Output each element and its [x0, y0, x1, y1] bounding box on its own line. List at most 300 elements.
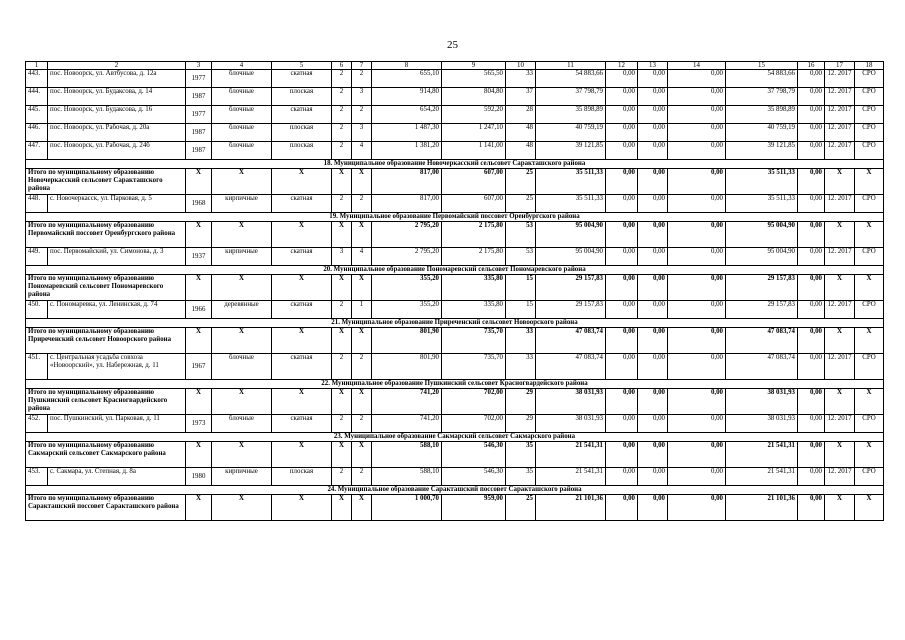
row-cell: 0,00 [638, 301, 668, 319]
subtotal-cell: X [186, 495, 212, 521]
section-heading-row [26, 380, 884, 389]
row-cell: 804,80 [442, 88, 506, 106]
row-cell: 2 [352, 354, 372, 380]
row-cell: 2 [332, 124, 352, 142]
subtotal-cell: 607,00 [442, 169, 506, 195]
subtotal-cell: 702,00 [442, 389, 506, 415]
row-cell: 1987 [186, 124, 212, 142]
row-cell: 2 [352, 468, 372, 486]
row-cell: 448. [26, 195, 48, 213]
subtotal-cell: X [212, 169, 272, 195]
row-cell: скатная [272, 354, 332, 380]
row-cell: скатная [272, 415, 332, 433]
row-cell: 0,00 [668, 415, 726, 433]
section-heading-row [26, 213, 884, 222]
row-cell: 0,00 [798, 142, 825, 160]
subtotal-cell: 0,00 [606, 442, 638, 468]
subtotal-cell: 0,00 [668, 389, 726, 415]
subtotal-cell: X [212, 442, 272, 468]
subtotal-label: Итого по муниципальному образованию Саракташский поссовет Саракташского района [26, 495, 186, 521]
subtotal-cell: 1 000,70 [372, 495, 442, 521]
subtotal-cell: X [272, 275, 332, 301]
row-cell: 39 121,85 [536, 142, 606, 160]
row-cell: 33 [506, 354, 536, 380]
subtotal-cell: X [332, 222, 352, 248]
row-cell: 54 883,66 [536, 70, 606, 88]
row-cell: 15 [506, 301, 536, 319]
subtotal-cell: X [272, 222, 332, 248]
row-cell: 28 [506, 106, 536, 124]
section-title: 20. Муниципальное образование Пономаревский сельсовет Пономаревского района [26, 266, 884, 275]
subtotal-cell: X [855, 222, 884, 248]
row-cell: 47 083,74 [536, 354, 606, 380]
row-cell: 1 141,00 [442, 142, 506, 160]
row-cell: 3 [352, 88, 372, 106]
row-cell: 0,00 [606, 195, 638, 213]
row-cell: 0,00 [638, 142, 668, 160]
row-cell: 1937 [186, 248, 212, 266]
section-title: 18. Муниципальное образование Новочеркасский сельсовет Саракташского района [26, 160, 884, 169]
row-cell: 4 [352, 248, 372, 266]
row-cell: деревянные [212, 301, 272, 319]
subtotal-cell: 588,10 [372, 442, 442, 468]
row-cell: 2 [332, 106, 352, 124]
row-cell: 702,00 [442, 415, 506, 433]
building-row [26, 70, 884, 88]
row-cell: 741,20 [372, 415, 442, 433]
row-cell: 47 083,74 [726, 354, 798, 380]
subtotal-cell: 0,00 [606, 169, 638, 195]
row-cell: 0,00 [638, 354, 668, 380]
subtotal-cell: 38 031,93 [726, 389, 798, 415]
row-cell: 1987 [186, 142, 212, 160]
subtotal-cell: 47 083,74 [536, 328, 606, 354]
row-cell: 0,00 [668, 70, 726, 88]
subtotal-label: Итого по муниципальному образованию Новочеркасский сельсовет Саракташского района [26, 169, 186, 195]
building-row [26, 248, 884, 266]
row-cell: 12. 2017 [825, 415, 855, 433]
subtotal-cell: 0,00 [606, 389, 638, 415]
subtotal-cell: 21 541,31 [536, 442, 606, 468]
row-cell: 0,00 [798, 415, 825, 433]
row-cell: 444. [26, 88, 48, 106]
subtotal-cell: 0,00 [606, 328, 638, 354]
subtotal-cell: X [186, 222, 212, 248]
row-cell: 21 541,31 [726, 468, 798, 486]
row-cell: 0,00 [606, 248, 638, 266]
row-cell: СРО [855, 106, 884, 124]
subtotal-cell: 0,00 [798, 275, 825, 301]
subtotal-cell: 0,00 [668, 442, 726, 468]
subtotal-label: Итого по муниципальному образованию Пономаревский сельсовет Пономаревского района [26, 275, 186, 301]
address-cell: пос. Новоорск, ул. Будаксова, д. 14 [48, 88, 186, 106]
row-cell: 39 121,85 [726, 142, 798, 160]
row-cell: 546,30 [442, 468, 506, 486]
subtotal-cell: X [352, 442, 372, 468]
subtotal-cell: X [352, 169, 372, 195]
column-number: 16 [798, 62, 825, 70]
subtotal-cell: X [212, 328, 272, 354]
subtotal-cell: 0,00 [606, 275, 638, 301]
row-cell: 2 [352, 70, 372, 88]
subtotal-cell: X [332, 275, 352, 301]
subtotal-cell: 0,00 [638, 442, 668, 468]
address-cell: пос. Первомайский, ул. Симонова, д. 3 [48, 248, 186, 266]
column-number: 18 [855, 62, 884, 70]
subtotal-cell: X [212, 275, 272, 301]
row-cell: 0,00 [638, 106, 668, 124]
row-cell: 0,00 [668, 248, 726, 266]
row-cell: 12. 2017 [825, 106, 855, 124]
row-cell: СРО [855, 142, 884, 160]
section-heading-row [26, 433, 884, 442]
subtotal-cell: X [332, 442, 352, 468]
subtotal-row [26, 442, 884, 468]
row-cell: 0,00 [668, 142, 726, 160]
address-cell: пос. Новоорск, ул. Рабочая, д. 20а [48, 124, 186, 142]
section-title: 21. Муниципальное образование Приреченский сельсовет Новоорского района [26, 319, 884, 328]
subtotal-cell: 0,00 [668, 495, 726, 521]
row-cell: 0,00 [638, 88, 668, 106]
row-cell: 0,00 [668, 354, 726, 380]
row-cell: СРО [855, 88, 884, 106]
row-cell: 0,00 [638, 468, 668, 486]
building-row [26, 468, 884, 486]
subtotal-cell: 25 [506, 495, 536, 521]
row-cell: 2 175,80 [442, 248, 506, 266]
building-row [26, 354, 884, 380]
row-cell: 40 759,19 [726, 124, 798, 142]
subtotal-cell: X [855, 169, 884, 195]
subtotal-cell: X [272, 442, 332, 468]
subtotal-cell: 801,90 [372, 328, 442, 354]
building-row [26, 195, 884, 213]
subtotal-cell: 0,00 [798, 389, 825, 415]
subtotal-cell: X [332, 328, 352, 354]
row-cell: 1987 [186, 88, 212, 106]
row-cell: 2 [332, 70, 352, 88]
subtotal-row [26, 389, 884, 415]
row-cell: 0,00 [798, 248, 825, 266]
row-cell: СРО [855, 301, 884, 319]
row-cell: СРО [855, 195, 884, 213]
subtotal-cell: X [186, 169, 212, 195]
row-cell: 12. 2017 [825, 301, 855, 319]
row-cell: 0,00 [668, 468, 726, 486]
row-cell: 2 [352, 195, 372, 213]
subtotal-cell: X [272, 389, 332, 415]
row-cell: скатная [272, 301, 332, 319]
subtotal-cell: 0,00 [798, 169, 825, 195]
subtotal-cell: 33 [506, 328, 536, 354]
row-cell: 12. 2017 [825, 354, 855, 380]
subtotal-cell: 0,00 [668, 169, 726, 195]
row-cell: 35 511,33 [726, 195, 798, 213]
row-cell: 95 004,90 [726, 248, 798, 266]
row-cell: 2 [332, 468, 352, 486]
subtotal-cell: 817,00 [372, 169, 442, 195]
subtotal-cell: 0,00 [638, 389, 668, 415]
subtotal-cell: 29 157,83 [726, 275, 798, 301]
row-cell: 21 541,31 [536, 468, 606, 486]
row-cell: блочные [212, 70, 272, 88]
register-body [26, 62, 884, 521]
row-cell: скатная [272, 70, 332, 88]
row-cell: 3 [352, 124, 372, 142]
column-number: 13 [638, 62, 668, 70]
row-cell: СРО [855, 468, 884, 486]
column-number: 8 [372, 62, 442, 70]
row-cell: 592,20 [442, 106, 506, 124]
row-cell: 0,00 [606, 468, 638, 486]
row-cell: блочные [212, 106, 272, 124]
subtotal-cell: 0,00 [638, 169, 668, 195]
row-cell: 0,00 [668, 88, 726, 106]
row-cell: 35 898,89 [536, 106, 606, 124]
row-cell: СРО [855, 248, 884, 266]
subtotal-cell: 0,00 [606, 495, 638, 521]
row-cell: 817,00 [372, 195, 442, 213]
column-number: 15 [726, 62, 798, 70]
subtotal-cell: 95 004,90 [536, 222, 606, 248]
subtotal-cell: 25 [506, 169, 536, 195]
row-cell: 0,00 [606, 70, 638, 88]
row-cell: 453. [26, 468, 48, 486]
subtotal-cell: X [272, 169, 332, 195]
column-number: 2 [48, 62, 186, 70]
row-cell: 1968 [186, 195, 212, 213]
subtotal-cell: X [825, 169, 855, 195]
row-cell: 12. 2017 [825, 142, 855, 160]
subtotal-cell: 0,00 [798, 495, 825, 521]
subtotal-cell: X [825, 328, 855, 354]
row-cell: 2 [332, 88, 352, 106]
section-title: 19. Муниципальное образование Первомайский поссовет Оренбургского района [26, 213, 884, 222]
column-number: 9 [442, 62, 506, 70]
subtotal-cell: X [352, 495, 372, 521]
row-cell: 12. 2017 [825, 468, 855, 486]
row-cell: 0,00 [798, 195, 825, 213]
subtotal-label: Итого по муниципальному образованию Приреченский сельсовет Новоорского района [26, 328, 186, 354]
row-cell: 655,10 [372, 70, 442, 88]
address-cell: пос. Новоорск, ул. Рабочая, д. 24б [48, 142, 186, 160]
column-number: 5 [272, 62, 332, 70]
row-cell: 35 898,89 [726, 106, 798, 124]
subtotal-cell: 47 083,74 [726, 328, 798, 354]
row-cell: 25 [506, 195, 536, 213]
subtotal-cell: 0,00 [798, 222, 825, 248]
row-cell: скатная [272, 195, 332, 213]
row-cell: 735,70 [442, 354, 506, 380]
row-cell: 0,00 [638, 415, 668, 433]
row-cell: 48 [506, 124, 536, 142]
row-cell: плоская [272, 88, 332, 106]
row-cell: блочные [212, 142, 272, 160]
row-cell: 335,80 [442, 301, 506, 319]
section-heading-row [26, 319, 884, 328]
row-cell: 1 247,10 [442, 124, 506, 142]
subtotal-cell: X [855, 275, 884, 301]
row-cell: плоская [272, 468, 332, 486]
row-cell: 54 883,66 [726, 70, 798, 88]
subtotal-cell: 15 [506, 275, 536, 301]
subtotal-cell: X [825, 222, 855, 248]
row-cell: 0,00 [638, 70, 668, 88]
subtotal-cell: 0,00 [798, 442, 825, 468]
row-cell: 35 [506, 468, 536, 486]
row-cell: 1973 [186, 415, 212, 433]
row-cell: 48 [506, 142, 536, 160]
section-title: 24. Муниципальное образование Саракташский поссовет Саракташского района [26, 486, 884, 495]
row-cell: 0,00 [638, 195, 668, 213]
subtotal-cell: X [186, 328, 212, 354]
address-cell: пос. Новоорск, ул. Будаксова, д. 16 [48, 106, 186, 124]
column-number: 14 [668, 62, 726, 70]
row-cell: СРО [855, 124, 884, 142]
column-number: 4 [212, 62, 272, 70]
row-cell: 3 [332, 248, 352, 266]
subtotal-row [26, 222, 884, 248]
subtotal-cell: X [855, 328, 884, 354]
row-cell: 38 031,93 [536, 415, 606, 433]
subtotal-cell: 546,30 [442, 442, 506, 468]
subtotal-cell: 0,00 [606, 222, 638, 248]
column-number: 11 [536, 62, 606, 70]
row-cell: плоская [272, 124, 332, 142]
row-cell: 0,00 [668, 124, 726, 142]
row-cell: 0,00 [798, 88, 825, 106]
subtotal-label: Итого по муниципальному образованию Первомайский поссовет Оренбургского района [26, 222, 186, 248]
row-cell: 451. [26, 354, 48, 380]
row-cell: 607,00 [442, 195, 506, 213]
row-cell: 0,00 [668, 195, 726, 213]
row-cell: 355,20 [372, 301, 442, 319]
subtotal-cell: 0,00 [638, 328, 668, 354]
row-cell: 37 798,79 [726, 88, 798, 106]
subtotal-label: Итого по муниципальному образованию Пушкинский сельсовет Красногвардейского района [26, 389, 186, 415]
row-cell: 0,00 [606, 124, 638, 142]
subtotal-cell: 355,20 [372, 275, 442, 301]
row-cell: 33 [506, 70, 536, 88]
subtotal-label: Итого по муниципальному образованию Сакмарский сельсовет Сакмарского района [26, 442, 186, 468]
row-cell: 450. [26, 301, 48, 319]
subtotal-cell: X [332, 495, 352, 521]
row-cell: 1 487,30 [372, 124, 442, 142]
row-cell: 0,00 [606, 354, 638, 380]
row-cell: 95 004,90 [536, 248, 606, 266]
row-cell: 1 381,20 [372, 142, 442, 160]
row-cell: 0,00 [638, 124, 668, 142]
row-cell: 29 157,83 [536, 301, 606, 319]
row-cell: блочные [212, 415, 272, 433]
subtotal-cell: 735,70 [442, 328, 506, 354]
row-cell: скатная [272, 248, 332, 266]
row-cell: 12. 2017 [825, 248, 855, 266]
subtotal-cell: X [352, 222, 372, 248]
row-cell: СРО [855, 354, 884, 380]
section-title: 22. Муниципальное образование Пушкинский сельсовет Красногвардейского района [26, 380, 884, 389]
column-number: 6 [332, 62, 352, 70]
row-cell: 654,20 [372, 106, 442, 124]
row-cell: 452. [26, 415, 48, 433]
row-cell: плоская [272, 142, 332, 160]
column-number: 17 [825, 62, 855, 70]
subtotal-cell: X [186, 275, 212, 301]
row-cell: 1977 [186, 106, 212, 124]
row-cell: СРО [855, 70, 884, 88]
row-cell: 0,00 [798, 124, 825, 142]
row-cell: 801,90 [372, 354, 442, 380]
subtotal-cell: X [212, 389, 272, 415]
row-cell: 1966 [186, 301, 212, 319]
section-heading-row [26, 486, 884, 495]
subtotal-cell: X [825, 442, 855, 468]
row-cell: 37 [506, 88, 536, 106]
subtotal-row [26, 328, 884, 354]
subtotal-cell: 0,00 [668, 275, 726, 301]
row-cell: 2 [352, 415, 372, 433]
row-cell: 4 [352, 142, 372, 160]
column-number: 1 [26, 62, 48, 70]
row-cell: 29 157,83 [726, 301, 798, 319]
subtotal-cell: 95 004,90 [726, 222, 798, 248]
subtotal-cell: X [352, 275, 372, 301]
building-row [26, 88, 884, 106]
subtotal-cell: X [825, 389, 855, 415]
subtotal-cell: X [332, 389, 352, 415]
subtotal-cell: 38 031,93 [536, 389, 606, 415]
section-heading-row [26, 160, 884, 169]
row-cell: 1967 [186, 354, 212, 380]
subtotal-cell: 35 [506, 442, 536, 468]
subtotal-cell: 53 [506, 222, 536, 248]
row-cell: 0,00 [798, 468, 825, 486]
row-cell: 914,80 [372, 88, 442, 106]
column-number: 10 [506, 62, 536, 70]
row-cell: 0,00 [668, 301, 726, 319]
subtotal-cell: 0,00 [638, 495, 668, 521]
building-row [26, 124, 884, 142]
subtotal-cell: 2 795,20 [372, 222, 442, 248]
subtotal-cell: 335,80 [442, 275, 506, 301]
subtotal-cell: X [352, 328, 372, 354]
row-cell: 29 [506, 415, 536, 433]
row-cell: 0,00 [798, 70, 825, 88]
subtotal-cell: 21 541,31 [726, 442, 798, 468]
row-cell: 2 [332, 415, 352, 433]
subtotal-cell: X [855, 389, 884, 415]
building-row [26, 142, 884, 160]
row-cell: СРО [855, 415, 884, 433]
building-row [26, 415, 884, 433]
subtotal-cell: X [212, 222, 272, 248]
row-cell: 37 798,79 [536, 88, 606, 106]
column-number: 3 [186, 62, 212, 70]
subtotal-cell: X [272, 495, 332, 521]
subtotal-cell: 35 511,33 [536, 169, 606, 195]
row-cell: скатная [272, 106, 332, 124]
subtotal-cell: X [352, 389, 372, 415]
subtotal-cell: 0,00 [638, 222, 668, 248]
subtotal-cell: 741,20 [372, 389, 442, 415]
subtotal-cell: 959,00 [442, 495, 506, 521]
row-cell: 2 [332, 301, 352, 319]
subtotal-row [26, 495, 884, 521]
row-cell: 0,00 [668, 106, 726, 124]
row-cell: 38 031,93 [726, 415, 798, 433]
section-heading-row [26, 266, 884, 275]
column-number-row [26, 62, 884, 70]
